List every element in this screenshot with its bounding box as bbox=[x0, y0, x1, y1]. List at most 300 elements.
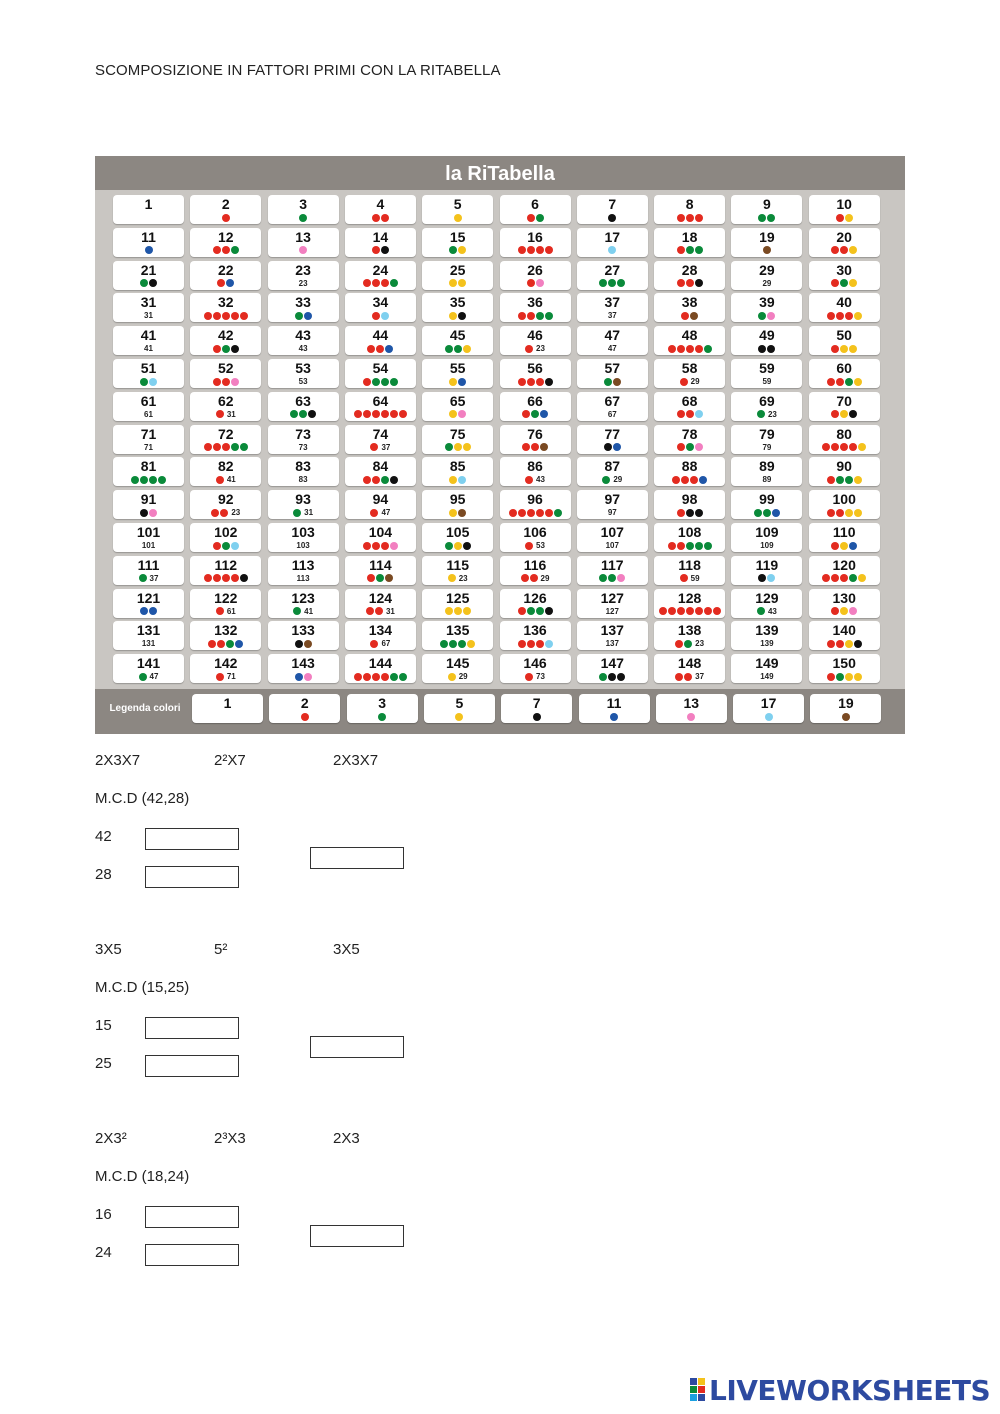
cell-number: 55 bbox=[449, 360, 466, 376]
prime-dot-icon bbox=[599, 574, 607, 582]
prime-dot-icon bbox=[695, 410, 703, 418]
prime-label: 37 bbox=[149, 573, 159, 583]
prime-label: 47 bbox=[149, 672, 159, 682]
ritabella-cell bbox=[809, 195, 880, 224]
cell-factors bbox=[422, 245, 493, 256]
cell-number: 132 bbox=[214, 622, 238, 639]
cell-number: 93 bbox=[295, 491, 311, 508]
cell-number: 83 bbox=[295, 458, 311, 475]
prime-dot-icon bbox=[222, 246, 230, 254]
ritabella-cell bbox=[422, 261, 493, 290]
prime-dot-icon bbox=[845, 476, 853, 484]
cell-factors bbox=[345, 573, 416, 584]
cell-number: 41 bbox=[140, 327, 157, 344]
cell-number: 31 bbox=[140, 294, 157, 311]
cell-number: 128 bbox=[677, 589, 702, 606]
cell-factors bbox=[577, 409, 648, 420]
ritabella-cell bbox=[809, 523, 880, 552]
cell-number: 104 bbox=[368, 524, 393, 540]
cell-number: 58 bbox=[681, 360, 698, 376]
ritabella-cell bbox=[190, 425, 261, 454]
prime-dot-icon bbox=[536, 246, 544, 254]
prime-dot-icon bbox=[304, 312, 312, 320]
ritabella-cell bbox=[577, 293, 648, 322]
prime-dot-icon bbox=[675, 673, 683, 681]
cell-factors bbox=[268, 442, 339, 453]
ritabella-cell bbox=[654, 556, 725, 585]
cell-factors bbox=[113, 573, 184, 584]
prime-dot-icon bbox=[836, 640, 844, 648]
cell-number: 88 bbox=[681, 458, 698, 475]
cell-factors bbox=[113, 376, 184, 387]
cell-number: 19 bbox=[759, 228, 775, 245]
prime-dot-icon bbox=[304, 673, 312, 681]
cell-number: 117 bbox=[601, 556, 624, 573]
prime-dot-icon bbox=[681, 312, 689, 320]
prime-dot-icon bbox=[836, 509, 844, 517]
prime-dot-icon bbox=[231, 246, 239, 254]
prime-label: 31 bbox=[385, 606, 395, 616]
prime-dot-icon bbox=[677, 279, 685, 287]
cell-number: 119 bbox=[755, 556, 779, 573]
prime-dot-icon bbox=[299, 214, 307, 222]
cell-factors bbox=[809, 376, 880, 387]
ritabella-cell bbox=[345, 392, 416, 421]
prime-dot-icon bbox=[686, 214, 694, 222]
cell-number: 100 bbox=[832, 491, 856, 508]
cell-number: 124 bbox=[368, 589, 393, 606]
legend-number: 5 bbox=[455, 695, 464, 711]
prime-dot-icon bbox=[677, 246, 685, 254]
ritabella-cell bbox=[422, 589, 493, 618]
prime-dot-icon bbox=[849, 246, 857, 254]
cell-number: 27 bbox=[604, 261, 621, 278]
cell-number: 50 bbox=[836, 327, 852, 344]
prime-dot-icon bbox=[822, 443, 830, 451]
number-label: 24 bbox=[95, 1244, 112, 1261]
cell-factors bbox=[422, 310, 493, 321]
prime-dot-icon bbox=[372, 246, 380, 254]
prime-dot-icon bbox=[372, 279, 380, 287]
prime-dot-icon bbox=[854, 312, 862, 320]
prime-dot-icon bbox=[440, 640, 448, 648]
prime-dot-icon bbox=[681, 476, 689, 484]
prime-dot-icon bbox=[686, 607, 694, 615]
cell-number: 9 bbox=[762, 196, 771, 212]
ritabella-cell bbox=[731, 654, 802, 683]
prime-dot-icon bbox=[518, 607, 526, 615]
prime-label: 43 bbox=[536, 475, 545, 485]
factorization-common: 2X3X7 bbox=[333, 752, 379, 769]
cell-factors bbox=[113, 442, 184, 453]
cell-number: 77 bbox=[604, 425, 621, 442]
prime-dot-icon bbox=[757, 607, 765, 615]
prime-dot-icon bbox=[527, 246, 535, 254]
ritabella-cell bbox=[809, 392, 880, 421]
prime-dot-icon bbox=[231, 345, 239, 353]
prime-dot-icon bbox=[390, 410, 398, 418]
prime-dot-icon bbox=[690, 312, 698, 320]
prime-dot-icon bbox=[527, 214, 535, 222]
mcd-result-input[interactable] bbox=[310, 847, 404, 869]
prime-dot-icon bbox=[545, 509, 553, 517]
ritabella-cell bbox=[422, 425, 493, 454]
prime-dot-icon bbox=[545, 312, 553, 320]
ritabella-cell bbox=[731, 556, 802, 585]
ritabella-cell bbox=[113, 195, 184, 224]
prime-label: 43 bbox=[298, 344, 308, 354]
ritabella-cell bbox=[190, 556, 261, 585]
prime-dot-icon bbox=[545, 640, 553, 648]
legend-cell bbox=[733, 694, 804, 723]
prime-dot-icon bbox=[668, 607, 676, 615]
cell-factors bbox=[577, 507, 648, 518]
ritabella-cell bbox=[809, 621, 880, 650]
ritabella-cell bbox=[345, 261, 416, 290]
prime-dot-icon bbox=[454, 607, 462, 615]
prime-dot-icon bbox=[827, 476, 835, 484]
ritabella-cell bbox=[422, 556, 493, 585]
cell-number: 29 bbox=[759, 261, 775, 278]
prime-dot-icon bbox=[613, 378, 621, 386]
ritabella-cell bbox=[809, 293, 880, 322]
ritabella-cell bbox=[654, 293, 725, 322]
ritabella-cell bbox=[654, 195, 725, 224]
cell-number: 63 bbox=[295, 392, 311, 409]
ritabella-cell bbox=[500, 490, 571, 519]
cell-factors bbox=[268, 310, 339, 321]
cell-factors bbox=[809, 212, 880, 223]
cell-number: 78 bbox=[681, 425, 698, 442]
prime-dot-icon bbox=[763, 509, 771, 517]
prime-dot-icon bbox=[445, 443, 453, 451]
cell-factors bbox=[809, 310, 880, 321]
answer-input[interactable] bbox=[145, 1244, 239, 1266]
prime-dot-icon bbox=[849, 443, 857, 451]
cell-number: 107 bbox=[600, 524, 624, 540]
cell-number: 30 bbox=[836, 261, 852, 278]
cell-factors bbox=[190, 606, 261, 617]
ritabella-cell bbox=[654, 425, 725, 454]
answer-input[interactable] bbox=[145, 1017, 239, 1039]
prime-dot-icon bbox=[672, 476, 680, 484]
ritabella-cell bbox=[345, 654, 416, 683]
answer-input[interactable] bbox=[145, 828, 239, 850]
ritabella-cell bbox=[500, 293, 571, 322]
prime-dot-icon bbox=[545, 246, 553, 254]
cell-number: 5 bbox=[453, 196, 462, 212]
prime-dot-icon bbox=[454, 542, 462, 550]
prime-dot-icon bbox=[540, 443, 548, 451]
cell-number: 56 bbox=[527, 360, 543, 376]
prime-dot-icon bbox=[376, 574, 384, 582]
mcd-result-input[interactable] bbox=[310, 1225, 404, 1247]
prime-dot-icon bbox=[381, 246, 389, 254]
cell-number: 52 bbox=[218, 360, 234, 376]
cell-factors bbox=[654, 343, 725, 354]
cell-factors bbox=[345, 212, 416, 223]
legend-dot-icon bbox=[378, 713, 386, 721]
ritabella-cell bbox=[190, 326, 261, 355]
cell-number: 85 bbox=[449, 458, 466, 475]
cell-factors bbox=[809, 278, 880, 289]
answer-input[interactable] bbox=[145, 1206, 239, 1228]
prime-label: 41 bbox=[226, 475, 236, 485]
prime-dot-icon bbox=[668, 345, 676, 353]
prime-dot-icon bbox=[690, 476, 698, 484]
prime-dot-icon bbox=[602, 476, 610, 484]
prime-dot-icon bbox=[372, 542, 380, 550]
prime-dot-icon bbox=[854, 476, 862, 484]
cell-factors bbox=[190, 573, 261, 584]
ritabella-cell bbox=[113, 490, 184, 519]
prime-dot-icon bbox=[704, 607, 712, 615]
prime-dot-icon bbox=[149, 279, 157, 287]
ritabella-cell bbox=[422, 621, 493, 650]
prime-dot-icon bbox=[840, 246, 848, 254]
cell-factors bbox=[268, 212, 339, 223]
prime-dot-icon bbox=[536, 279, 544, 287]
cell-factors bbox=[113, 606, 184, 617]
prime-dot-icon bbox=[240, 312, 248, 320]
cell-factors bbox=[500, 507, 571, 518]
cell-number: 26 bbox=[527, 261, 543, 278]
prime-dot-icon bbox=[140, 509, 148, 517]
mcd-result-input[interactable] bbox=[310, 1036, 404, 1058]
cell-number: 13 bbox=[295, 228, 311, 245]
prime-dot-icon bbox=[659, 607, 667, 615]
ritabella-cell bbox=[113, 425, 184, 454]
ritabella-cell bbox=[268, 589, 339, 618]
prime-dot-icon bbox=[375, 607, 383, 615]
cell-number: 10 bbox=[836, 196, 852, 212]
prime-label: 23 bbox=[695, 639, 705, 649]
legend-number: 7 bbox=[532, 695, 541, 711]
cell-factors bbox=[190, 540, 261, 551]
prime-dot-icon bbox=[608, 673, 616, 681]
prime-dot-icon bbox=[840, 410, 848, 418]
prime-dot-icon bbox=[831, 607, 839, 615]
prime-dot-icon bbox=[758, 312, 766, 320]
answer-input[interactable] bbox=[145, 1055, 239, 1077]
ritabella-cell bbox=[500, 261, 571, 290]
cell-number: 116 bbox=[523, 556, 547, 573]
ritabella-cell bbox=[113, 293, 184, 322]
prime-dot-icon bbox=[463, 345, 471, 353]
prime-label: 29 bbox=[690, 377, 700, 386]
cell-number: 33 bbox=[295, 294, 311, 311]
prime-dot-icon bbox=[149, 378, 157, 386]
prime-dot-icon bbox=[222, 312, 230, 320]
prime-dot-icon bbox=[836, 673, 844, 681]
prime-dot-icon bbox=[216, 410, 224, 418]
cell-number: 48 bbox=[681, 327, 698, 344]
ritabella-cell bbox=[190, 228, 261, 257]
prime-dot-icon bbox=[299, 410, 307, 418]
cell-number: 147 bbox=[600, 655, 624, 672]
number-label: 42 bbox=[95, 828, 112, 845]
ritabella-table bbox=[95, 156, 905, 734]
prime-dot-icon bbox=[604, 443, 612, 451]
prime-dot-icon bbox=[527, 378, 535, 386]
prime-dot-icon bbox=[458, 640, 466, 648]
prime-label: 139 bbox=[760, 639, 774, 649]
prime-dot-icon bbox=[211, 509, 219, 517]
cell-factors bbox=[577, 638, 648, 649]
prime-dot-icon bbox=[675, 640, 683, 648]
prime-dot-icon bbox=[849, 410, 857, 418]
prime-label: 31 bbox=[226, 409, 236, 419]
prime-dot-icon bbox=[831, 246, 839, 254]
prime-dot-icon bbox=[840, 345, 848, 353]
prime-dot-icon bbox=[226, 279, 234, 287]
cell-number: 34 bbox=[372, 294, 389, 311]
prime-dot-icon bbox=[372, 476, 380, 484]
prime-dot-icon bbox=[363, 279, 371, 287]
prime-dot-icon bbox=[704, 542, 712, 550]
cell-factors bbox=[731, 409, 802, 420]
prime-label: 23 bbox=[458, 573, 468, 583]
factorization-b: 5² bbox=[214, 941, 228, 958]
prime-dot-icon bbox=[536, 640, 544, 648]
cell-number: 127 bbox=[600, 589, 624, 606]
prime-dot-icon bbox=[518, 246, 526, 254]
cell-number: 65 bbox=[449, 392, 466, 409]
prime-dot-icon bbox=[827, 673, 835, 681]
ritabella-cell bbox=[809, 228, 880, 257]
cell-factors bbox=[654, 507, 725, 518]
ritabella-cell bbox=[190, 195, 261, 224]
cell-factors bbox=[422, 442, 493, 453]
prime-dot-icon bbox=[677, 410, 685, 418]
ritabella-cell bbox=[654, 228, 725, 257]
cell-factors bbox=[577, 310, 648, 321]
cell-number: 138 bbox=[677, 622, 702, 639]
prime-dot-icon bbox=[226, 640, 234, 648]
cell-factors bbox=[654, 245, 725, 256]
cell-number: 24 bbox=[372, 261, 389, 278]
cell-factors bbox=[422, 507, 493, 518]
prime-dot-icon bbox=[757, 410, 765, 418]
prime-dot-icon bbox=[213, 312, 221, 320]
prime-label: 71 bbox=[226, 672, 236, 682]
answer-input[interactable] bbox=[145, 866, 239, 888]
cell-factors bbox=[345, 540, 416, 551]
cell-factors bbox=[268, 245, 339, 256]
cell-number: 114 bbox=[369, 556, 392, 573]
cell-factors bbox=[577, 573, 648, 584]
factorization-common: 2X3 bbox=[333, 1130, 360, 1147]
prime-dot-icon bbox=[525, 476, 533, 484]
ritabella-cell bbox=[500, 425, 571, 454]
legend-number: 17 bbox=[760, 695, 777, 711]
cell-factors bbox=[654, 310, 725, 321]
ritabella-cell bbox=[577, 195, 648, 224]
prime-dot-icon bbox=[363, 476, 371, 484]
cell-factors bbox=[731, 310, 802, 321]
prime-dot-icon bbox=[677, 607, 685, 615]
cell-number: 144 bbox=[368, 655, 393, 672]
prime-dot-icon bbox=[845, 640, 853, 648]
cell-number: 36 bbox=[527, 294, 543, 311]
prime-label: 61 bbox=[144, 409, 153, 419]
prime-dot-icon bbox=[827, 312, 835, 320]
cell-number: 51 bbox=[140, 360, 157, 376]
ritabella-cell bbox=[190, 457, 261, 486]
cell-factors bbox=[809, 245, 880, 256]
cell-factors bbox=[654, 573, 725, 584]
cell-number: 59 bbox=[759, 360, 775, 376]
prime-dot-icon bbox=[677, 214, 685, 222]
ritabella-cell bbox=[422, 457, 493, 486]
prime-label: 73 bbox=[298, 442, 308, 452]
prime-dot-icon bbox=[754, 509, 762, 517]
prime-dot-icon bbox=[445, 345, 453, 353]
cell-number: 74 bbox=[372, 425, 389, 442]
ritabella-cell bbox=[500, 523, 571, 552]
prime-dot-icon bbox=[385, 574, 393, 582]
cell-number: 80 bbox=[836, 425, 852, 442]
prime-dot-icon bbox=[140, 378, 148, 386]
prime-dot-icon bbox=[449, 279, 457, 287]
cell-factors bbox=[190, 245, 261, 256]
prime-dot-icon bbox=[684, 673, 692, 681]
cell-number: 53 bbox=[295, 360, 311, 376]
prime-dot-icon bbox=[381, 410, 389, 418]
cell-number: 103 bbox=[291, 524, 315, 540]
prime-dot-icon bbox=[831, 410, 839, 418]
prime-dot-icon bbox=[458, 410, 466, 418]
prime-dot-icon bbox=[293, 607, 301, 615]
prime-dot-icon bbox=[370, 509, 378, 517]
prime-dot-icon bbox=[518, 509, 526, 517]
prime-dot-icon bbox=[372, 312, 380, 320]
cell-factors bbox=[113, 507, 184, 518]
prime-label: 109 bbox=[760, 541, 774, 550]
cell-factors bbox=[654, 671, 725, 682]
ritabella-cell bbox=[113, 589, 184, 618]
number-label: 16 bbox=[95, 1206, 112, 1223]
prime-dot-icon bbox=[772, 509, 780, 517]
cell-factors bbox=[731, 278, 802, 289]
cell-factors bbox=[190, 310, 261, 321]
cell-factors bbox=[345, 638, 416, 649]
prime-dot-icon bbox=[840, 574, 848, 582]
prime-dot-icon bbox=[554, 509, 562, 517]
cell-factors bbox=[809, 606, 880, 617]
cell-factors bbox=[345, 245, 416, 256]
cell-number: 28 bbox=[681, 261, 698, 278]
prime-dot-icon bbox=[527, 607, 535, 615]
prime-dot-icon bbox=[531, 410, 539, 418]
factorization-b: 2²X7 bbox=[214, 752, 246, 769]
cell-number: 73 bbox=[295, 425, 311, 442]
cell-factors bbox=[268, 474, 339, 485]
prime-dot-icon bbox=[522, 410, 530, 418]
prime-dot-icon bbox=[390, 476, 398, 484]
ritabella-cell bbox=[268, 293, 339, 322]
prime-dot-icon bbox=[463, 542, 471, 550]
cell-number: 44 bbox=[372, 327, 389, 344]
prime-dot-icon bbox=[222, 214, 230, 222]
legend-cell bbox=[579, 694, 650, 723]
cell-number: 109 bbox=[755, 524, 779, 540]
prime-dot-icon bbox=[831, 345, 839, 353]
cell-number: 1 bbox=[144, 196, 153, 212]
cell-number: 84 bbox=[372, 458, 389, 475]
cell-factors bbox=[731, 376, 802, 387]
prime-dot-icon bbox=[608, 574, 616, 582]
